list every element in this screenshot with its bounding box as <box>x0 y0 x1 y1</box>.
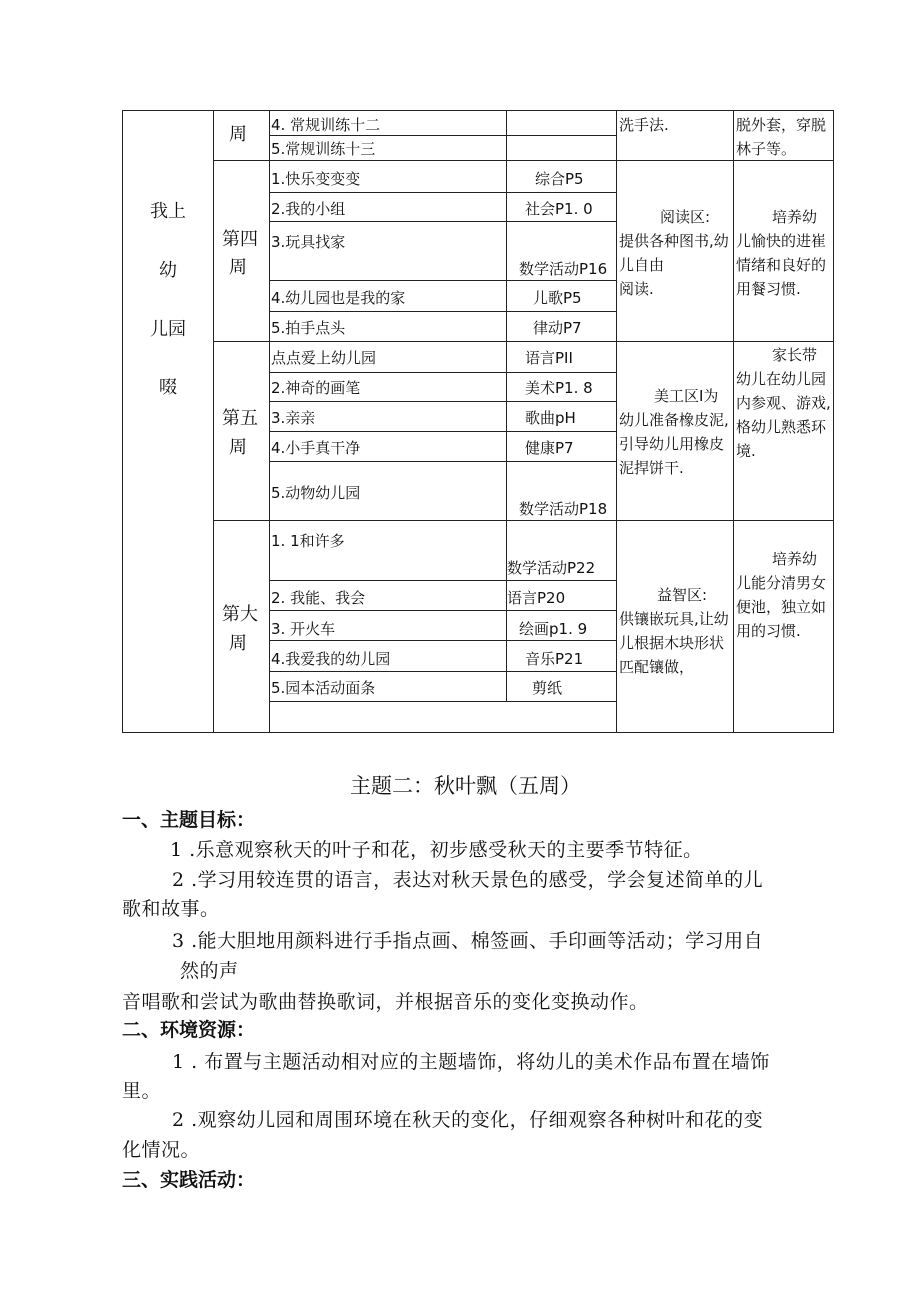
activity-name: 2.我的小组 <box>271 200 346 218</box>
area-text: 供镶嵌玩具,让幼 <box>619 610 729 628</box>
goal-text: 幼儿在幼儿园 <box>736 370 827 388</box>
activity-subject: 儿歌P5 <box>533 289 582 307</box>
activity-subject: 剪纸 <box>532 679 563 697</box>
goal-text: 儿愉快的进崔 <box>736 232 827 250</box>
theme-title: 主题二：秋叶飘（五周） <box>350 774 581 798</box>
schedule-table <box>122 110 834 733</box>
activity-name: 4.我爱我的幼儿园 <box>271 650 391 668</box>
area-text: 阅读区: <box>660 208 711 226</box>
area-text: 益智区: <box>657 586 708 604</box>
theme-label-line1: 我上 <box>150 201 186 222</box>
activity-name: 2. 我能、我会 <box>271 589 366 607</box>
goal-item-3: 3 .能大胆地用颜料进行手指点画、棉签画、手印画等活动；学习用自 <box>172 930 764 952</box>
week-label: 第五 <box>222 408 258 429</box>
week-label: 周 <box>229 257 247 278</box>
activity-name: 5.动物幼儿园 <box>271 484 361 502</box>
area-text: 洗手法. <box>619 116 669 134</box>
area-text: 阅读. <box>619 280 654 298</box>
activity-subject: 数学活动P22 <box>507 559 596 577</box>
area-text: 儿自由 <box>619 256 665 274</box>
theme-label-line3: 儿园 <box>150 319 186 340</box>
goal-text: 培养幼 <box>772 550 818 568</box>
activity-subject: 数学活动P18 <box>519 500 608 518</box>
activity-subject: 语言PII <box>525 349 573 367</box>
activity-name: 点点爱上幼儿园 <box>271 349 377 367</box>
env-item-2: 2 .观察幼儿园和周围环境在秋天的变化，仔细观察各种树叶和花的变 <box>172 1109 764 1131</box>
area-text: 提供各种图书,幼 <box>619 232 729 250</box>
goal-text: 境. <box>736 442 756 460</box>
goal-text: 内参观、游戏, <box>736 394 831 412</box>
activity-subject: 律动P7 <box>533 319 582 337</box>
week-label: 第四 <box>222 229 258 250</box>
goal-item-2-cont: 歌和故事。 <box>122 898 220 920</box>
section-heading-practice: 三、实践活动： <box>122 1169 256 1191</box>
goal-text: 用餐习惯. <box>736 280 801 298</box>
theme-label-line2: 幼 <box>159 260 177 281</box>
activity-name: 3.玩具找家 <box>271 233 346 251</box>
activity-subject: 绘画p1. 9 <box>519 620 588 638</box>
activity-subject: 歌曲pH <box>525 409 576 427</box>
activity-subject: 数学活动P16 <box>519 260 608 278</box>
activity-name: 3.亲亲 <box>271 409 316 427</box>
env-item-2-cont: 化情况。 <box>122 1139 201 1161</box>
area-text: 儿根据木块形状 <box>619 634 725 652</box>
area-text: 幼儿准备橡皮泥, <box>619 411 729 429</box>
goal-text: 培养幼 <box>772 208 818 226</box>
goal-text: 家长带 <box>772 346 818 364</box>
goal-text: 儿能分清男女 <box>736 574 827 592</box>
activity-subject: 综合P5 <box>535 170 584 188</box>
goal-text: 便池，独立如 <box>736 598 827 616</box>
goal-item-2: 2 .学习用较连贯的语言，表达对秋天景色的感受，学会复述简单的儿 <box>172 869 764 891</box>
activity-subject: 健康P7 <box>525 439 574 457</box>
area-text: 匹配镶做， <box>619 658 695 676</box>
activity-name: 5.常规训练十三 <box>271 140 376 158</box>
activity-name: 5.园本活动面条 <box>271 679 376 697</box>
activity-name: 1.快乐变变变 <box>271 170 361 188</box>
week-label: 周 <box>229 437 247 458</box>
activity-subject: 音乐P21 <box>525 650 584 668</box>
activity-name: 5.拍手点头 <box>271 319 346 337</box>
activity-subject: 美术P1. 8 <box>525 379 593 397</box>
goal-text: 格幼儿熟悉环 <box>736 418 827 436</box>
area-text: 泥捍饼干. <box>619 459 684 477</box>
goal-item-1: 1 .乐意观察秋天的叶子和花，初步感受秋天的主要季节特征。 <box>170 839 703 861</box>
activity-name: 1. 1和许多 <box>271 532 345 550</box>
section-heading-environment: 二、环境资源： <box>122 1019 256 1041</box>
goal-item-3-cont2: 音唱歌和尝试为歌曲替换歌词，并根据音乐的变化变换动作。 <box>122 991 649 1013</box>
area-text: 美工区I为 <box>654 387 719 405</box>
section-heading-goals: 一、主题目标： <box>122 809 256 831</box>
env-item-1-cont: 里。 <box>122 1080 162 1102</box>
activity-name: 4.小手真干净 <box>271 439 361 457</box>
week-label: 周 <box>229 124 247 145</box>
activity-subject: 社会P1. 0 <box>525 200 593 218</box>
activity-name: 4. 常规训练十二 <box>271 116 381 134</box>
week-label: 第大 <box>222 604 258 625</box>
week-label: 周 <box>229 633 247 654</box>
theme-label-line4: 啜 <box>159 377 177 398</box>
goal-text: 脱外套，穿脱林子等。 <box>736 116 827 158</box>
activity-name: 3. 开火车 <box>271 620 336 638</box>
goal-item-3-cont: 然的声 <box>180 960 239 982</box>
goal-text: 情绪和良好的 <box>736 256 827 274</box>
activity-name: 4.幼儿园也是我的家 <box>271 289 406 307</box>
activity-subject: 语言P20 <box>507 589 566 607</box>
env-item-1: 1 . 布置与主题活动相对应的主题墙饰，将幼儿的美术作品布置在墙饰 <box>172 1051 770 1073</box>
goal-text: 用的习惯. <box>736 622 801 640</box>
area-text: 引导幼儿用橡皮 <box>619 435 725 453</box>
activity-name: 2.神奇的画笔 <box>271 379 361 397</box>
